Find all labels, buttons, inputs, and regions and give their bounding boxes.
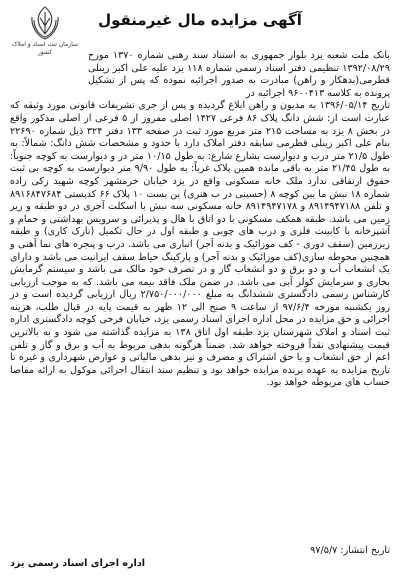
emblem-block [6, 4, 84, 57]
registration-organization-emblem-icon [28, 4, 62, 40]
notice-body-paragraph: تاریخ ۱۳۹۶/۰۵/۱۴ به مدیون و راهن ابلاغ گردیده و پس از جری تشریفات قانونی مورد وثیقه که عبارت است از: شش دانگ پلاک ۸۶ فرعی ۱۴۲۷ اصلی مفروز از ۵ فرعی از اصلی مذکور واقع در بخش ۸ یزد به مساحت ۲۱۵ متر مربع مورد ثبت در صفحه ۱۳۳ دفتر ۳۲۴ ذیل شماره ۲۲۶۹۰ بنام علی اکبر زینلی قطرمی سابقه دفتر املاک دارد با حدود و مشخصات شش دانگ: شمالاً: به طول ۲۱/۵ متر درب و دیوارست بشارع شارع: به طول ۱۰/۱۵ متر در و دیوارست به کوچه جنوباً: به طول ۲۱/۴۵ متر به باقی مانده همین پلاک غرباً: به طول ۹/۹۰ متر دیوارست به کوچه بی ثبت حقوق ارتفاقی ندارد ملک خانه مسکونی واقع در یزد خیابان خرمشهر کوچه شهید زکی زاده شماره ۱۸ نبش ما بین کوچه ۸ (حسینی در ب هنری) بن بست ۱۰ پلاک ۶۶ کدپستی ۸۹۱۶۸۴۷۶۸۴ و تلفن ۸۹۱۴۹۴۷۱۸۸ و ۸۹۱۴۹۴۷۱۷۸ خانه مسکونی سه نبش با اسکلت آجری در دو طبقه و زیر زمین می باشد. طبقه همکف مسکونی با دو اتاق با هال و پذیرائی و سرویس بهداشتی و حمام و آشپزخانه با کابینت فلزی و درب های چوبی و طبقه اول در حال تکمیل (نازک کاری) و طبقه زیرزمین (سقف دوری - کف موزائیک و بدنه آجر) انباری می باشد. درب و پنجره های نما آهنی و همچنین محوطه سازی(کف موزائیک و بدنه آجر) و پارکینگ حیاط سقف ایرانیت می باشد و دارای یک انشعاب آب و دو برق و دو انشعاب گاز و در تصرف خود مالک می باشد و سیستم گرمایش بخاری و سرمایش کولر آبی می باشد. در ضمن ملک فاقد بیمه می باشد. که به موجب ارزیابی کارشناس رسمی دادگستری ششدانگ به مبلغ ۲/۷۵۰/۰۰۰/۰۰۰ ریال ارزیابی گردیده است و در روز یکشنبه مورخه ۹۷/۶/۴ از ساعت ۹ صبح الی ۱۲ ظهر به قیمت پایه در قبال طلب، هزینه اجرائی و حق مزایده در محل اداره اجرای اسناد رسمی یزد، خیابان فرخی کوچه دادگستری اداره ثبت اسناد و املاک شهرستان یزد طبقه اول اتاق ۱۳۸ به مزایده گذاشته می شود و به بالاترین قیمت پیشنهادی نقداً فروخته خواهد شد. ضمناً هرگونه بدهی مربوط به آب و برق و گاز و تلفن اعم از حق انشعاب و یا حق اشتراک و مصرف و نیز بدهی مالیاتی و عوارض شهرداری و غیره تا تاریخ مزایده به عهده برنده مزایده خواهد بود و تنظیم سند انتقال اجرائی موکول به ارائه مفاصا حساب های مربوطه خواهد بود. [10, 100, 391, 389]
issuer-signature: اداره اجرای اسناد رسمی یزد [10, 558, 146, 569]
notice-title: آگهی مزایده مال غیرمنقول [98, 11, 302, 29]
notice-intro-paragraph: بانک ملت شعبه یزد بلوار جمهوری به استناد سند رهنی شماره ۱۳۷۰ مورخ ۱۳۹۲/۰۸/۲۹ تنظیمی دفتر اسناد رسمی شماره ۱۱۸ یزد علیه علی اکبر زینلی قطرمی(بدهکار و راهن) مبادرت به صدور اجرائیه نموده که پس از تشکیل پرونده به کلاسه ۹۶۰۰۴۱۳ اجرائیه در [88, 50, 390, 99]
notice-footer [10, 544, 390, 570]
emblem-caption: سازمان ثبت اسناد و املاک کشور [12, 41, 78, 56]
publish-date: تاریخ انتشار: ۹۷/۵/۷ [310, 545, 390, 556]
